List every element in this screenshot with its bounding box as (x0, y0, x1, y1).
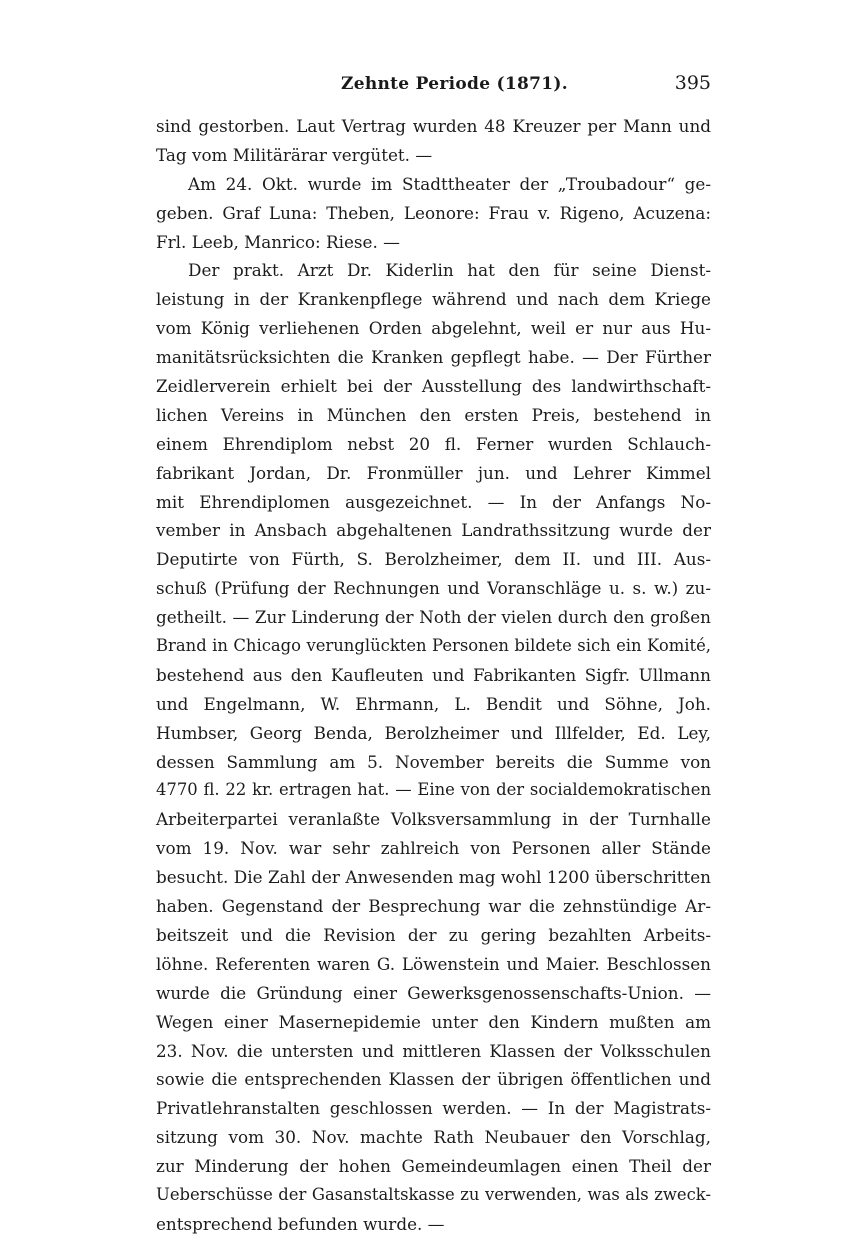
text-line: Wegen einer Masernepidemie unter den Kindern mußten am (156, 1011, 711, 1032)
text-line: lichen Vereins in München den ersten Preis, bestehend in (156, 404, 711, 425)
text-line: besucht. Die Zahl der Anwesenden mag wohl 1200 überschritten (156, 867, 711, 888)
text-line: Frl. Leeb, Manrico: Riese. — (156, 231, 400, 252)
text-line: vom König verliehenen Orden abgelehnt, weil er nur aus Hu- (156, 318, 711, 339)
text-line: entsprechend befunden wurde. — (156, 1213, 445, 1234)
text-line: Brand in Chicago verunglückten Personen bildete sich ein Komité, (156, 636, 711, 656)
text-line: leistung in der Krankenpflege während und nach dem Kriege (156, 289, 711, 310)
running-title: Zehnte Periode (1871). (341, 74, 568, 94)
text-line: löhne. Referenten waren G. Löwenstein und Maier. Beschlossen (156, 953, 711, 974)
body-text (156, 112, 711, 1239)
text-line: Der prakt. Arzt Dr. Kiderlin hat den für seine Dienst- (188, 260, 711, 281)
text-line: geben. Graf Luna: Theben, Leonore: Frau v. Rigeno, Acuzena: (156, 202, 711, 223)
text-line: Ueberschüsse der Gasanstaltskasse zu verwenden, was als zweck- (156, 1184, 711, 1204)
text-line: zur Minderung der hohen Gemeindeumlagen einen Theil der (156, 1156, 711, 1177)
text-line: vom 19. Nov. war sehr zahlreich von Personen aller Stände (156, 838, 711, 859)
text-line: Arbeiterpartei veranlaßte Volksversammlung in der Turnhalle (156, 809, 711, 830)
text-line: sitzung vom 30. Nov. machte Rath Neubauer den Vorschlag, (156, 1127, 711, 1148)
text-line: schuß (Prüfung der Rechnungen und Voranschläge u. s. w.) zu- (156, 578, 711, 599)
text-line: beitszeit und die Revision der zu gering bezahlten Arbeits- (156, 924, 711, 945)
text-line: Deputirte von Fürth, S. Berolzheimer, dem II. und III. Aus- (156, 549, 711, 570)
text-line: und Engelmann, W. Ehrmann, L. Bendit und Söhne, Joh. (156, 693, 711, 714)
text-line: Am 24. Okt. wurde im Stadttheater der „Troubadour“ ge- (188, 173, 711, 194)
text-line: mit Ehrendiplomen ausgezeichnet. — In der Anfangs No- (156, 491, 711, 512)
text-line: 4770 fl. 22 kr. ertragen hat. — Eine von der socialdemokratischen (156, 780, 711, 800)
text-line: dessen Sammlung am 5. November bereits die Summe von (156, 751, 711, 772)
text-line: vember in Ansbach abgehaltenen Landrathssitzung wurde der (156, 520, 711, 541)
page-header (156, 70, 711, 100)
text-line: bestehend aus den Kaufleuten und Fabrikanten Sigfr. Ullmann (156, 664, 711, 685)
text-line: einem Ehrendiplom nebst 20 fl. Ferner wurden Schlauch- (156, 433, 711, 454)
text-line: manitätsrücksichten die Kranken gepflegt habe. — Der Fürther (156, 347, 711, 368)
text-line: Humbser, Georg Benda, Berolzheimer und Illfelder, Ed. Ley, (156, 722, 711, 743)
page-number: 395 (674, 72, 711, 94)
text-line: sowie die entsprechenden Klassen der übrigen öffentlichen und (156, 1069, 711, 1090)
text-line: 23. Nov. die untersten und mittleren Klassen der Volksschulen (156, 1040, 711, 1061)
text-line: Privatlehranstalten geschlossen werden. — In der Magistrats- (156, 1098, 711, 1119)
text-line: getheilt. — Zur Linderung der Noth der vielen durch den großen (156, 607, 711, 628)
text-line: wurde die Gründung einer Gewerksgenossenschafts-Union. — (156, 982, 711, 1003)
text-line: sind gestorben. Laut Vertrag wurden 48 Kreuzer per Mann und (156, 116, 711, 136)
text-line: Tag vom Militärärar vergütet. — (156, 144, 433, 165)
text-line: haben. Gegenstand der Besprechung war die zehnstündige Ar- (156, 896, 711, 917)
text-line: fabrikant Jordan, Dr. Fronmüller jun. und Lehrer Kimmel (156, 462, 711, 483)
text-line: Zeidlerverein erhielt bei der Ausstellung des landwirthschaft- (156, 376, 711, 397)
